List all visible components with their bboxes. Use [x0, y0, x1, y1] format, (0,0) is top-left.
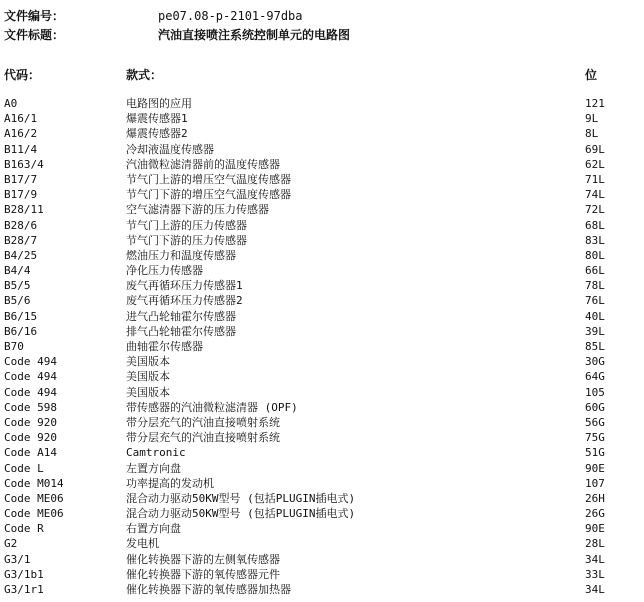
table-row — [4, 582, 644, 597]
table-row — [4, 111, 644, 126]
table-row — [4, 339, 644, 354]
component-position: 8L — [585, 127, 599, 141]
component-code: A16/1 — [4, 112, 38, 126]
component-code: B4/4 — [4, 264, 31, 278]
component-code: G3/1b1 — [4, 567, 44, 581]
component-description: 排气凸轮轴霍尔传感器 — [126, 324, 236, 338]
component-description: 美国版本 — [126, 355, 170, 369]
component-position: 9L — [585, 112, 599, 126]
component-description: 废气再循环压力传感器2 — [126, 294, 243, 308]
table-row — [4, 293, 644, 308]
component-description: 燃油压力和温度传感器 — [126, 248, 236, 262]
component-description: 美国版本 — [126, 370, 170, 384]
component-code: B5/6 — [4, 294, 31, 308]
component-description: 右置方向盘 — [126, 522, 181, 536]
component-description: 汽油微粒滤清器前的温度传感器 — [126, 157, 280, 171]
component-code: Code ME06 — [4, 507, 64, 521]
component-position: 26H — [585, 491, 605, 505]
component-code: Code 494 — [4, 370, 57, 384]
component-code: B28/6 — [4, 218, 38, 232]
table-row — [4, 536, 644, 551]
table-row — [4, 187, 644, 202]
component-position: 51G — [585, 446, 605, 460]
component-code: B70 — [4, 340, 24, 353]
component-description: 混合动力驱动50KW型号 (包括PLUGIN插电式) — [126, 507, 356, 521]
component-description: Camtronic — [126, 446, 186, 460]
component-code: Code 494 — [4, 355, 57, 369]
document-title-value: 汽油直接喷注系统控制单元的电路图 — [158, 28, 351, 42]
component-position: 105 — [585, 385, 605, 399]
component-position: 66L — [585, 264, 605, 278]
component-position: 34L — [585, 552, 605, 566]
table-row — [4, 278, 644, 293]
component-description: 冷却液温度传感器 — [126, 142, 214, 156]
table-row — [4, 461, 644, 476]
component-code: B5/5 — [4, 279, 31, 293]
component-description: 电路图的应用 — [126, 97, 192, 110]
component-code: G3/1 — [4, 552, 31, 566]
component-code: Code 494 — [4, 385, 57, 399]
component-code: Code R — [4, 522, 44, 536]
component-description: 带分层充气的汽油直接喷射系统 — [126, 431, 280, 445]
table-row — [4, 142, 644, 157]
component-description: 节气门下游的压力传感器 — [126, 233, 247, 247]
component-position: 68L — [585, 218, 605, 232]
component-position: 76L — [585, 294, 605, 308]
table-row — [4, 491, 644, 506]
component-code: Code 920 — [4, 431, 57, 445]
component-position: 78L — [585, 279, 605, 293]
component-description: 催化转换器下游的左侧氧传感器 — [126, 552, 280, 566]
table-row — [4, 324, 644, 339]
component-description: 节气门上游的压力传感器 — [126, 218, 247, 232]
component-position: 28L — [585, 537, 605, 551]
component-code: G3/1r1 — [4, 583, 44, 596]
component-position: 74L — [585, 188, 605, 202]
component-code: Code M014 — [4, 476, 64, 490]
component-position: 121 — [585, 97, 605, 110]
table-row — [4, 248, 644, 263]
component-position: 90E — [585, 461, 605, 475]
component-position: 62L — [585, 157, 605, 171]
component-description: 爆震传感器2 — [126, 127, 188, 141]
column-header-description: 款式： — [126, 68, 163, 82]
component-position: 40L — [585, 309, 605, 323]
document-number-label: 文件编号： — [4, 9, 65, 23]
component-code: G2 — [4, 537, 18, 551]
table-row — [4, 157, 644, 172]
table-row — [4, 400, 644, 415]
document-number-value: pe07.08-p-2101-97dba — [158, 9, 303, 23]
table-row — [4, 445, 644, 460]
table-row — [4, 202, 644, 217]
component-code: A16/2 — [4, 127, 38, 141]
component-description: 净化压力传感器 — [126, 264, 203, 278]
component-description: 发电机 — [126, 537, 159, 551]
component-list — [4, 96, 644, 597]
component-position: 69L — [585, 142, 605, 156]
component-position: 107 — [585, 476, 605, 490]
component-position: 80L — [585, 248, 605, 262]
component-description: 进气凸轮轴霍尔传感器 — [126, 309, 236, 323]
table-row — [4, 233, 644, 248]
component-description: 废气再循环压力传感器1 — [126, 279, 243, 293]
component-position: 64G — [585, 370, 605, 384]
component-description: 带传感器的汽油微粒滤清器 (OPF) — [126, 400, 298, 414]
component-code: B4/25 — [4, 248, 38, 262]
component-position: 71L — [585, 172, 605, 186]
component-code: Code 920 — [4, 415, 57, 429]
component-code: Code ME06 — [4, 491, 64, 505]
component-code: Code A14 — [4, 446, 57, 460]
component-description: 带分层充气的汽油直接喷射系统 — [126, 415, 280, 429]
component-position: 33L — [585, 567, 605, 581]
component-description: 曲轴霍尔传感器 — [126, 340, 203, 353]
table-row — [4, 172, 644, 187]
component-description: 节气门下游的增压空气温度传感器 — [126, 188, 291, 202]
component-code: A0 — [4, 97, 18, 110]
component-position: 90E — [585, 522, 605, 536]
table-row — [4, 369, 644, 384]
component-position: 39L — [585, 324, 605, 338]
component-position: 75G — [585, 431, 605, 445]
component-description: 空气滤清器下游的压力传感器 — [126, 203, 269, 217]
component-description: 功率提高的发动机 — [126, 476, 214, 490]
table-row — [4, 218, 644, 233]
component-code: B17/9 — [4, 188, 38, 202]
component-description: 混合动力驱动50KW型号 (包括PLUGIN插电式) — [126, 491, 356, 505]
component-position: 30G — [585, 355, 605, 369]
component-code: Code 598 — [4, 400, 57, 414]
component-code: B28/7 — [4, 233, 38, 247]
component-code: B6/15 — [4, 309, 38, 323]
component-description: 催化转换器下游的氧传感器元件 — [126, 567, 280, 581]
table-row — [4, 567, 644, 582]
component-description: 左置方向盘 — [126, 461, 181, 475]
component-code: Code L — [4, 461, 44, 475]
table-row — [4, 385, 644, 400]
table-row — [4, 126, 644, 141]
table-row — [4, 354, 644, 369]
table-row — [4, 96, 644, 111]
component-code: B17/7 — [4, 172, 38, 186]
document-title-label: 文件标题： — [4, 28, 65, 42]
component-code: B6/16 — [4, 324, 38, 338]
component-code: B11/4 — [4, 142, 38, 156]
component-position: 26G — [585, 507, 605, 521]
table-header — [4, 66, 624, 84]
component-code: B163/4 — [4, 157, 44, 171]
table-row — [4, 309, 644, 324]
table-row — [4, 552, 644, 567]
component-position: 34L — [585, 583, 605, 596]
table-row — [4, 430, 644, 445]
table-row — [4, 263, 644, 278]
component-position: 60G — [585, 400, 605, 414]
table-row — [4, 415, 644, 430]
component-description: 爆震传感器1 — [126, 112, 188, 126]
table-row — [4, 506, 644, 521]
component-position: 85L — [585, 340, 605, 353]
component-position: 56G — [585, 415, 605, 429]
component-code: B28/11 — [4, 203, 44, 217]
column-header-position: 位 — [585, 68, 598, 82]
table-row — [4, 521, 644, 536]
component-description: 美国版本 — [126, 385, 170, 399]
column-header-code: 代码： — [4, 68, 41, 82]
component-description: 节气门上游的增压空气温度传感器 — [126, 172, 291, 186]
component-position: 83L — [585, 233, 605, 247]
table-row — [4, 476, 644, 491]
component-position: 72L — [585, 203, 605, 217]
component-description: 催化转换器下游的氧传感器加热器 — [126, 583, 291, 596]
